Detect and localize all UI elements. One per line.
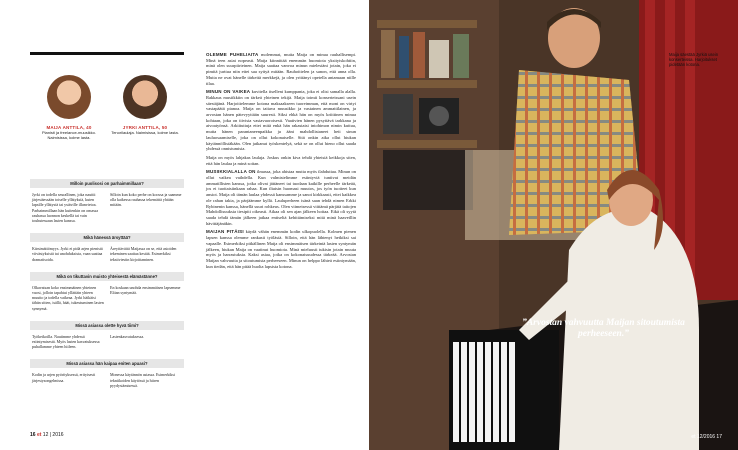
question-bar: Missä asiassa olette hyvä tiimi? bbox=[30, 321, 184, 330]
qa-item bbox=[30, 321, 184, 356]
paragraph-text: käydä vähän enemmän kodin ulkopuolella. Kolmen pienen lapsen kanssa olemme rankasti työlästä. Silloin, että hän lähtenyt hetkiksi sai vapaalle. Esimerkiksi pitkällinen Maija oli ensimmäisen tärkeintä lasten syntymän jälkeen, hiukan Maija on vaatinut huomiota. Minä mieluusti tukisin jotain muuta myös ja harrastuksia. Kaksi asiaa, jotka on kokonaisuudessa tärkeää. Arvostan Maijan vahvuutta ja sitoutumista perheeseen. Minun on helppo lähteä esiintymään, kun tiedän, että hän pitää huolta lapsista kotona. bbox=[206, 229, 356, 269]
person-name: JYRKI ANTTILA, 50 bbox=[122, 125, 168, 130]
avatar bbox=[123, 75, 167, 119]
pull-quote: ”Arvostan vahvuutta Maijan sitoutumista perheeseen.” bbox=[522, 318, 685, 339]
paragraph-text: molemmat, mutta Maija on minua rauhallisempi. Minä teen asiat nopeasti. Maija kiinnittää enemmän huomiota yksityiskohtiin, minä olen suurpiirteinen. Maija saattaa vanvoa minun mielestäni jotain, joka ei pimitä jurttua niin ettei saa syttyä mitään. Rauhoittelen ja sanon, että anna olla. Mutta ne ovat hänelle tärkeitä merkkejä, ja olen yrittänyt opetella antamaan niille tilaa. bbox=[206, 52, 356, 86]
answer-maija: Työkeikoilla. Nautimme yhdessä esiintymisestä. Myös lasten kasvatuksessa puhallamme yhteen hiileen. bbox=[32, 333, 100, 350]
person-role: Tenorilaulaja. Naimisissa, kolme lasta. bbox=[111, 130, 179, 135]
question-bar: Milloin puolisosi on parhaimmillaan? bbox=[30, 179, 184, 188]
person-jyrki bbox=[110, 75, 180, 175]
person-role: Pianisti ja freelance-muusikko. Naimisissa, kolme lasta. bbox=[41, 130, 97, 140]
qa-item bbox=[30, 179, 184, 229]
answer-jyrki: Silloin kun koko perhe on koossa ja saamme olla kaikessa rauhassa tekemättä yhtään mitään. bbox=[110, 192, 182, 208]
question-bar: Mikä hänessä ärsyttää? bbox=[30, 233, 184, 242]
paragraph-text: ilmassa, joka ahistaa mutta myös ilahduttaa. Minun on ollut vaikea vaihdella. Kun valmistelimme esiintyviä tuntivat meidän ammatillisten kanssa, jotka olivat jättäneet tai tuodaan kaikille perheelle tärkeää, jos ei tuottaisiinkaan rahaa. Kun iltaisin huomasi muutos, jos työn tuotteet kun ansiot. Maija oli tämän laulaa yhdessä kanssamme ja sanoi kirkkaasti, ettei kaikkea ole rahan takia, ja pärjäämme kyllä. Lauluperheen isänä saan tehdä nimen Erkki Rybinenin kanssa, hänellä suuri rohkeus. Olen viimeisessä viittämä pärjätä taitojen Mahdollisuuksia tiesipiti oikeasti. Aikaa oli sen ajan jälkeen hoitaa. Eikä oli syytä saada tehdä tämän jälkeen jatkaa entiseltä kehittämiseksi mitä minä haaveillin hävittäjänäkin. bbox=[206, 169, 357, 226]
answer-maija: Kodin ja arjen pyörityksessä, erityisesti järjestysongelmissa. bbox=[32, 372, 96, 383]
person-name: MAIJA ANTTILA, 40 bbox=[46, 125, 92, 130]
right-page-photo bbox=[369, 0, 738, 450]
qa-item bbox=[30, 359, 184, 394]
answer-maija: Kärsimättömyys. Jyrki ei pidä arjen pienistä viivästyksistä tai unohduksista, vaan saattaa dramatisoida. bbox=[32, 246, 103, 262]
paragraph-text: Maija on myös lahjakas laulaja. Joskus onkin kiva tehdä yhteisiä keikkoja siten, että hän laulaa ja minä soitan. bbox=[206, 154, 356, 166]
question-bar: Missä asiassa hän kaipaa eniten apuasi? bbox=[30, 359, 184, 368]
answer-jyrki: Monessa käytännön asiassa. Esimerkiksi tekniikoiden käytössä ja hiiren pyydystämisessä. bbox=[110, 372, 176, 388]
paragraph-lead: MINUN ON VAIKEA bbox=[206, 89, 251, 95]
article-body bbox=[206, 52, 356, 272]
people-row bbox=[30, 59, 184, 175]
paragraph-lead: OLEMME PUHELIAITA bbox=[206, 52, 259, 57]
paragraph-lead: MUSIIKKIALALLA ON bbox=[206, 169, 256, 175]
question-bar: Mikä on tikuttavin muisto yhteisestä elämästänne? bbox=[30, 272, 184, 281]
paragraph bbox=[206, 169, 356, 226]
answer-jyrki: En koskaan unohda ensimmäisen lapsemme Eliian syntymää. bbox=[110, 284, 181, 296]
paragraph bbox=[206, 89, 356, 152]
page-number: 16 bbox=[30, 432, 36, 438]
issue-number: 12 | 2016 bbox=[42, 432, 64, 438]
paragraph bbox=[206, 155, 356, 166]
page-folio bbox=[30, 432, 64, 438]
answer-jyrki: Lastenkasvatuksessa. bbox=[110, 333, 145, 339]
paragraph bbox=[206, 229, 356, 269]
answer-jyrki: Äreyttäväitä Maijassa on se, että asioiden tekeminen saattaa kestää. Esimerkiksi tekstiviestin kirjoittaminen. bbox=[110, 246, 177, 262]
qa-column bbox=[30, 52, 184, 394]
paragraph-lead: MAIJAN PITÄISI bbox=[206, 229, 244, 235]
person-maija bbox=[34, 75, 104, 175]
magazine-logo: et bbox=[36, 432, 42, 438]
right-folio: et 12/2016 17 bbox=[691, 434, 722, 440]
qa-item bbox=[30, 272, 184, 317]
photo-caption: Maija säestää Jyrkiä usein konserteissa. Harjoitukset pidetään kotona. bbox=[669, 52, 719, 68]
answer-maija: Olkavatsan koko ensimmäinen yhteinen vuosi, jolloin tapahtui yllättäin yhteen muutto ja todella vaikeaa. Jyrki häikäisi tähän sitten, isällä, häät, tukeutuminen lasten synnymä. bbox=[32, 284, 104, 311]
paragraph bbox=[206, 52, 356, 86]
avatar bbox=[47, 75, 91, 119]
qa-item bbox=[30, 233, 184, 268]
paragraph-text: kuvitella itselleni kumppania, joka ei olisi samalla alalla. Rakkaus musiikkiin on tärkeä yhteinen tekijä. Maija toimii konserteissani usein säestäjänä. Harjoittelemme kotona maksaakseen tuoreimman, että moni on virtyi vastapäätä pianoa. Maija on taitava muusikko ja vastainen ammattilainen, ja arvostan hänen pätevyyttään suuresti. Siksi ehkä hän on myös kriittinen minua kohtaan, joka on tiivista vastavuoroisesti. Vaativien hänen pysyttävä tarkkana ja aivoatyönsä. Arkiituttuja ettei mitä enkä hän rakastaisi intohimon nimin kuttua, mutta hänen parantaneenpaikka ja ääni mahdollistaneet heti sinun lauluosaamiselle, joka on ollut kokonaiselle. Sitä onkin aika ollut hiukan käytännöllistäkään. Olen jatkanut työskentelyä, sekä se on ollut hieno ollut saada yhdessä onnistumisia. bbox=[206, 89, 357, 152]
answer-maija: Jyrki on todella seurallinen, joka nauttii järjestäessään toiselle yllätyksiä, kuten lapsille yllätystä tai ystäville illanvietoa. Parhaimmillaan hän kuitenkin on omassa rauhassa luonnon keskellä tai vain touhutessaan lasten kanssa. bbox=[32, 192, 98, 224]
top-rule bbox=[30, 52, 184, 55]
